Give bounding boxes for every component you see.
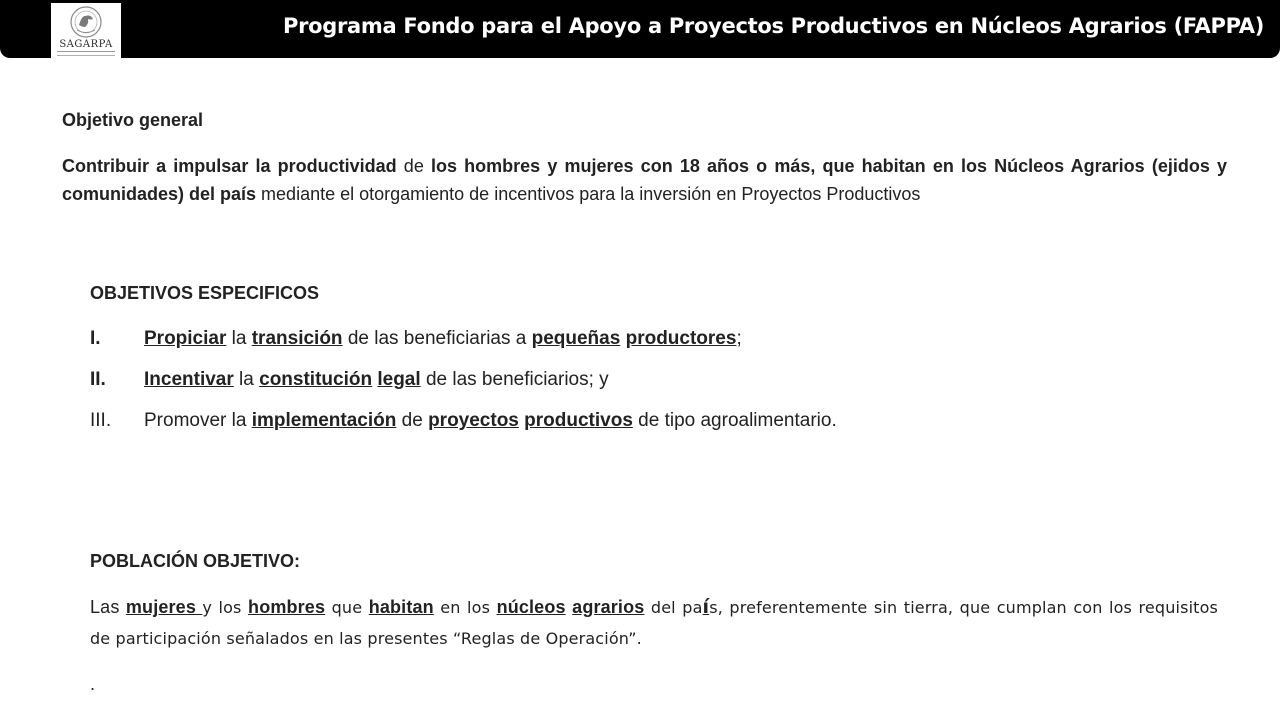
- logo-subtext-lines: [57, 51, 115, 56]
- objetivo-general-heading: Objetivo general: [62, 110, 204, 130]
- text-regular: de: [396, 410, 429, 431]
- underlined-term: implementación: [251, 410, 397, 431]
- underlined-term: constitución: [259, 369, 373, 390]
- objetivos-especificos-list: [90, 325, 1190, 448]
- text-regular: s, preferentemente sin tierra, que cumplan con los requisitos de participación señalados en las presentes “Reglas de Operación”.: [90, 598, 1219, 648]
- logo-text: SAGARPA: [59, 39, 113, 50]
- text-regular: mediante el otorgamiento de incentivos para la inversión en Proyectos Productivos: [256, 184, 921, 204]
- underlined-term: pequeñas: [531, 328, 621, 349]
- sagarpa-logo: [51, 3, 121, 63]
- text-bold: los hombres y mujeres con 18 años o más, que habitan en los Núcleos Agrarios (ejidos y comunidades) del país: [62, 156, 1227, 204]
- text-regular: la: [226, 328, 252, 349]
- list-text: [144, 366, 609, 394]
- text-regular: Promover la: [144, 410, 252, 431]
- underlined-term: agrarios: [572, 597, 645, 617]
- list-text: [144, 325, 742, 353]
- text-regular: que: [325, 598, 369, 617]
- text-bold: Contribuir a impulsar la productividad: [62, 156, 397, 176]
- underlined-term: hombres: [248, 597, 326, 617]
- list-number: I.: [90, 328, 101, 349]
- text-regular: la: [233, 369, 260, 390]
- underlined-term: núcleos: [496, 597, 566, 617]
- objetivos-especificos-heading: OBJETIVOS ESPECIFICOS: [90, 283, 320, 303]
- text-regular: en los: [433, 598, 497, 617]
- list-number: III.: [90, 410, 112, 431]
- poblacion-objetivo-text: [90, 592, 1218, 654]
- list-text: [144, 407, 837, 435]
- national-seal-icon: [66, 5, 106, 39]
- underlined-term: Propiciar: [144, 328, 227, 349]
- list-item: [90, 407, 1190, 448]
- underlined-term: transición: [251, 328, 343, 349]
- poblacion-objetivo-heading: POBLACIÓN OBJETIVO:: [90, 551, 301, 571]
- text-regular: de tipo agroalimentario.: [632, 410, 837, 431]
- underlined-term: proyectos: [428, 410, 519, 431]
- list-item: [90, 325, 1190, 366]
- text-regular: de las beneficiarias a: [342, 328, 532, 349]
- text-regular: del pa: [644, 598, 703, 617]
- list-item: [90, 366, 1190, 407]
- underlined-term: productores: [625, 328, 737, 349]
- text-regular: y los: [202, 598, 249, 617]
- header-bar: [0, 0, 1280, 58]
- underlined-term: Incentivar: [144, 369, 234, 390]
- text-regular: ;: [736, 328, 742, 349]
- text-regular: de: [396, 156, 431, 176]
- trailing-dot: .: [90, 674, 96, 694]
- list-number: II.: [90, 369, 106, 390]
- underlined-term: productivos: [524, 410, 633, 431]
- underlined-term: í: [702, 596, 710, 618]
- objetivo-general-text: [62, 152, 1227, 208]
- underlined-term: mujeres: [125, 597, 196, 617]
- underlined-term: habitan: [368, 597, 434, 617]
- page-title: Programa Fondo para el Apoyo a Proyectos Productivos en Núcleos Agrarios (FAPPA): [282, 14, 1264, 38]
- underlined-term: legal: [377, 369, 421, 390]
- text-regular: de las beneficiarios; y: [420, 369, 609, 390]
- text-regular: Las: [90, 597, 126, 617]
